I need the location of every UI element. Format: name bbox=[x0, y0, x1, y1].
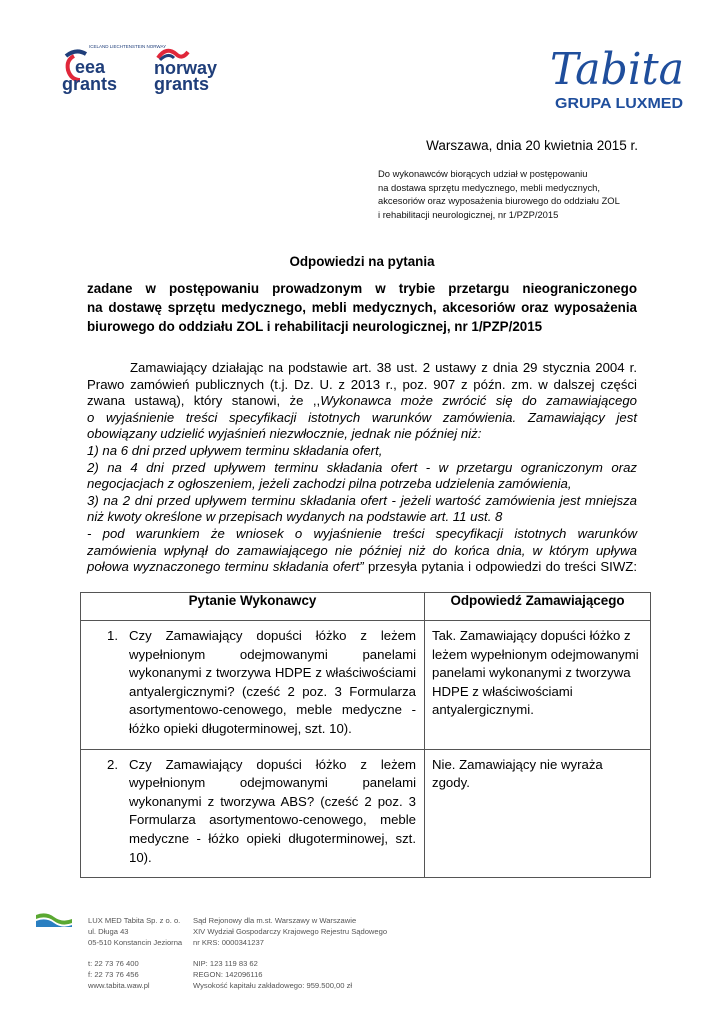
body-line bbox=[87, 493, 637, 510]
answer-cell: Tak. Zamawiający dopuści łóżko z leżem wypełnionym odejmowanymi panelami wykonanymi z tworzywa HDPE z właściwościami antyalergicznymi. bbox=[425, 621, 651, 750]
body-quote: o wyjaśnienie treści specyfikacji istotnych warunków zamówienia. Zamawiający jest bbox=[87, 409, 637, 425]
eea-countries-text: ICELAND LIECHTENSTEIN NORWAY bbox=[89, 44, 167, 49]
norway-text: norway bbox=[154, 58, 218, 78]
footer-company-name: LUX MED Tabita Sp. z o. o. bbox=[88, 916, 181, 925]
question-number: 2. bbox=[107, 756, 118, 772]
body-quote: niż kwoty określone w przepisach wydanych na podstawie art. 11 ust. 8 bbox=[87, 509, 503, 525]
body-line bbox=[87, 460, 637, 477]
recipient-line: Do wykonawców biorących udział w postępowaniu bbox=[378, 168, 588, 179]
recipient-line: i rehabilitacji neurologicznej, nr 1/PZP/2015 bbox=[378, 208, 559, 220]
footer-fax: f: 22 73 76 456 bbox=[88, 970, 139, 980]
answer-cell: Nie. Zamawiający nie wyraża zgody. bbox=[425, 749, 651, 878]
eea-text: eea bbox=[75, 57, 106, 77]
body-line: Prawo zamówień publicznych (t.j. Dz. U. z 2013 r., poz. 907 z późn. zm. w dalszej części bbox=[87, 376, 637, 392]
body-paragraph bbox=[87, 360, 637, 576]
body-quote: obowiązany udzielić wyjaśnień niezwłocznie, jednak nie później niż: bbox=[87, 426, 482, 442]
body-quote: Wykonawca może zwrócić się do zamawiającego bbox=[320, 393, 637, 409]
question-cell bbox=[81, 621, 425, 750]
body-line bbox=[87, 526, 637, 543]
recipient-line: na dostawa sprzętu medycznego, mebli medycznych, bbox=[378, 181, 600, 193]
table-row bbox=[81, 621, 651, 750]
question-text: Czy Zamawiający dopuści łóżko z leżem wypełnionym odejmowanymi panelami wykonanymi z tworzywa HDPE z właściwościami antyalergicznymi? (cześć 2 poz. 3 Formularza asortymentowo-cenowego, meble medyczne - łóżko opieki długoterminowej, szt. 10). bbox=[129, 628, 416, 736]
date-line: Warszawa, dnia 20 kwietnia 2015 r. bbox=[426, 138, 638, 153]
recipient-block bbox=[378, 167, 658, 221]
grupa-luxmed-text: GRUPA LUXMED bbox=[555, 95, 684, 110]
footer-regon: REGON: 142096116 bbox=[193, 970, 263, 980]
recipient-line: akcesoriów oraz wyposażenia biurowego do oddziału ZOL bbox=[378, 195, 620, 207]
footer-address-city: 05-510 Konstancin Jeziorna bbox=[88, 938, 183, 948]
question-cell bbox=[81, 749, 425, 878]
body-quote: negocjacjach z ogłoszeniem, jeżeli zachodzi pilna potrzeba udzielenia zamówienia, bbox=[87, 476, 572, 492]
footer-nip: NIP: 123 119 83 62 bbox=[193, 959, 258, 968]
header-question: Pytanie Wykonawcy bbox=[81, 593, 425, 621]
body-line bbox=[87, 543, 637, 560]
tabita-luxmed-logo bbox=[548, 38, 688, 110]
subtitle-line: biurowego do oddziału ZOL i rehabilitacji neurologicznej, nr 1/PZP/2015 bbox=[87, 319, 543, 334]
footer-court-line: XIV Wydział Gospodarczy Krajowego Rejestru Sądowego bbox=[193, 927, 388, 937]
footer-court-line: Sąd Rejonowy dla m.st. Warszawy w Warszawie bbox=[193, 916, 357, 925]
footer-phone: t: 22 73 76 400 bbox=[88, 959, 139, 968]
body-quote: zamówienia wpłynął do zamawiającego nie później niż do końca dnia, w którym upływa bbox=[87, 542, 637, 558]
body-line: Zamawiający działając na podstawie art. 38 ust. 2 ustawy z dnia 29 stycznia 2004 r. bbox=[130, 360, 637, 375]
body-text: przesyła pytania i odpowiedzi do treści SIWZ: bbox=[363, 559, 638, 575]
body-quote: 3) na 2 dni przed upływem terminu składania ofert - jeżeli wartość zamówienia jest mniejsza bbox=[87, 492, 637, 508]
question-text: Czy Zamawiający dopuści łóżko z leżem wypełnionym odejmowanymi panelami wykonanymi z tworzywa ABS? (cześć 2 poz. 3 Formularza asortymentowo-cenowego, meble medyczne - łóżko opieki długoterminowej, szt. 10). bbox=[129, 756, 416, 865]
question-number: 1. bbox=[107, 628, 118, 643]
header-answer: Odpowiedź Zamawiającego bbox=[425, 593, 651, 621]
footer-website: www.tabita.waw.pl bbox=[88, 981, 150, 991]
body-line bbox=[87, 393, 637, 410]
questions-table bbox=[80, 592, 651, 878]
footer-krs: nr KRS: 0000341237 bbox=[193, 938, 264, 948]
page-subtitle bbox=[87, 279, 637, 336]
body-line bbox=[87, 509, 637, 526]
body-quote: połowa wyznaczonego terminu składania ofert” bbox=[87, 559, 364, 575]
body-line bbox=[87, 426, 637, 443]
footer-contact bbox=[88, 958, 150, 992]
eea-swoosh-blue bbox=[66, 51, 86, 56]
norway-grants-text: grants bbox=[154, 74, 210, 94]
body-line bbox=[87, 559, 637, 576]
luxmed-footer-logo-icon bbox=[36, 909, 72, 927]
body-quote: 2) na 4 dni przed upływem terminu składania ofert - w przetargu ograniczonym oraz bbox=[87, 459, 637, 475]
eea-grants-text: grants bbox=[62, 74, 118, 94]
subtitle-line: na dostawę sprzętu medycznego, mebli medycznych, akcesoriów oraz wyposażenia bbox=[87, 300, 637, 315]
footer-company bbox=[88, 915, 182, 949]
body-quote: - pod warunkiem że wniosek o wyjaśnienie treści specyfikacji istotnych warunków bbox=[87, 525, 637, 541]
footer-capital: Wysokość kapitału zakładowego: 959.500,00 zł bbox=[193, 981, 353, 991]
footer-ids bbox=[193, 958, 352, 992]
table-row bbox=[81, 749, 651, 878]
body-line bbox=[87, 410, 637, 427]
subtitle-line: zadane w postępowaniu prowadzonym w trybie przetargu nieograniczonego bbox=[87, 281, 637, 296]
body-line bbox=[87, 476, 637, 493]
page-title: Odpowiedzi na pytania bbox=[289, 254, 435, 269]
table-header-row bbox=[81, 593, 651, 621]
footer-address-street: ul. Długa 43 bbox=[88, 927, 129, 937]
eea-norway-grants-logo bbox=[62, 42, 242, 94]
tabita-wordmark: Tabita bbox=[550, 44, 684, 95]
body-quote: 1) na 6 dni przed upływem terminu składania ofert, bbox=[87, 442, 383, 458]
body-line bbox=[87, 443, 637, 460]
footer-court bbox=[193, 915, 387, 949]
body-text: zwana ustawą), który stanowi, że ,, bbox=[87, 393, 321, 409]
